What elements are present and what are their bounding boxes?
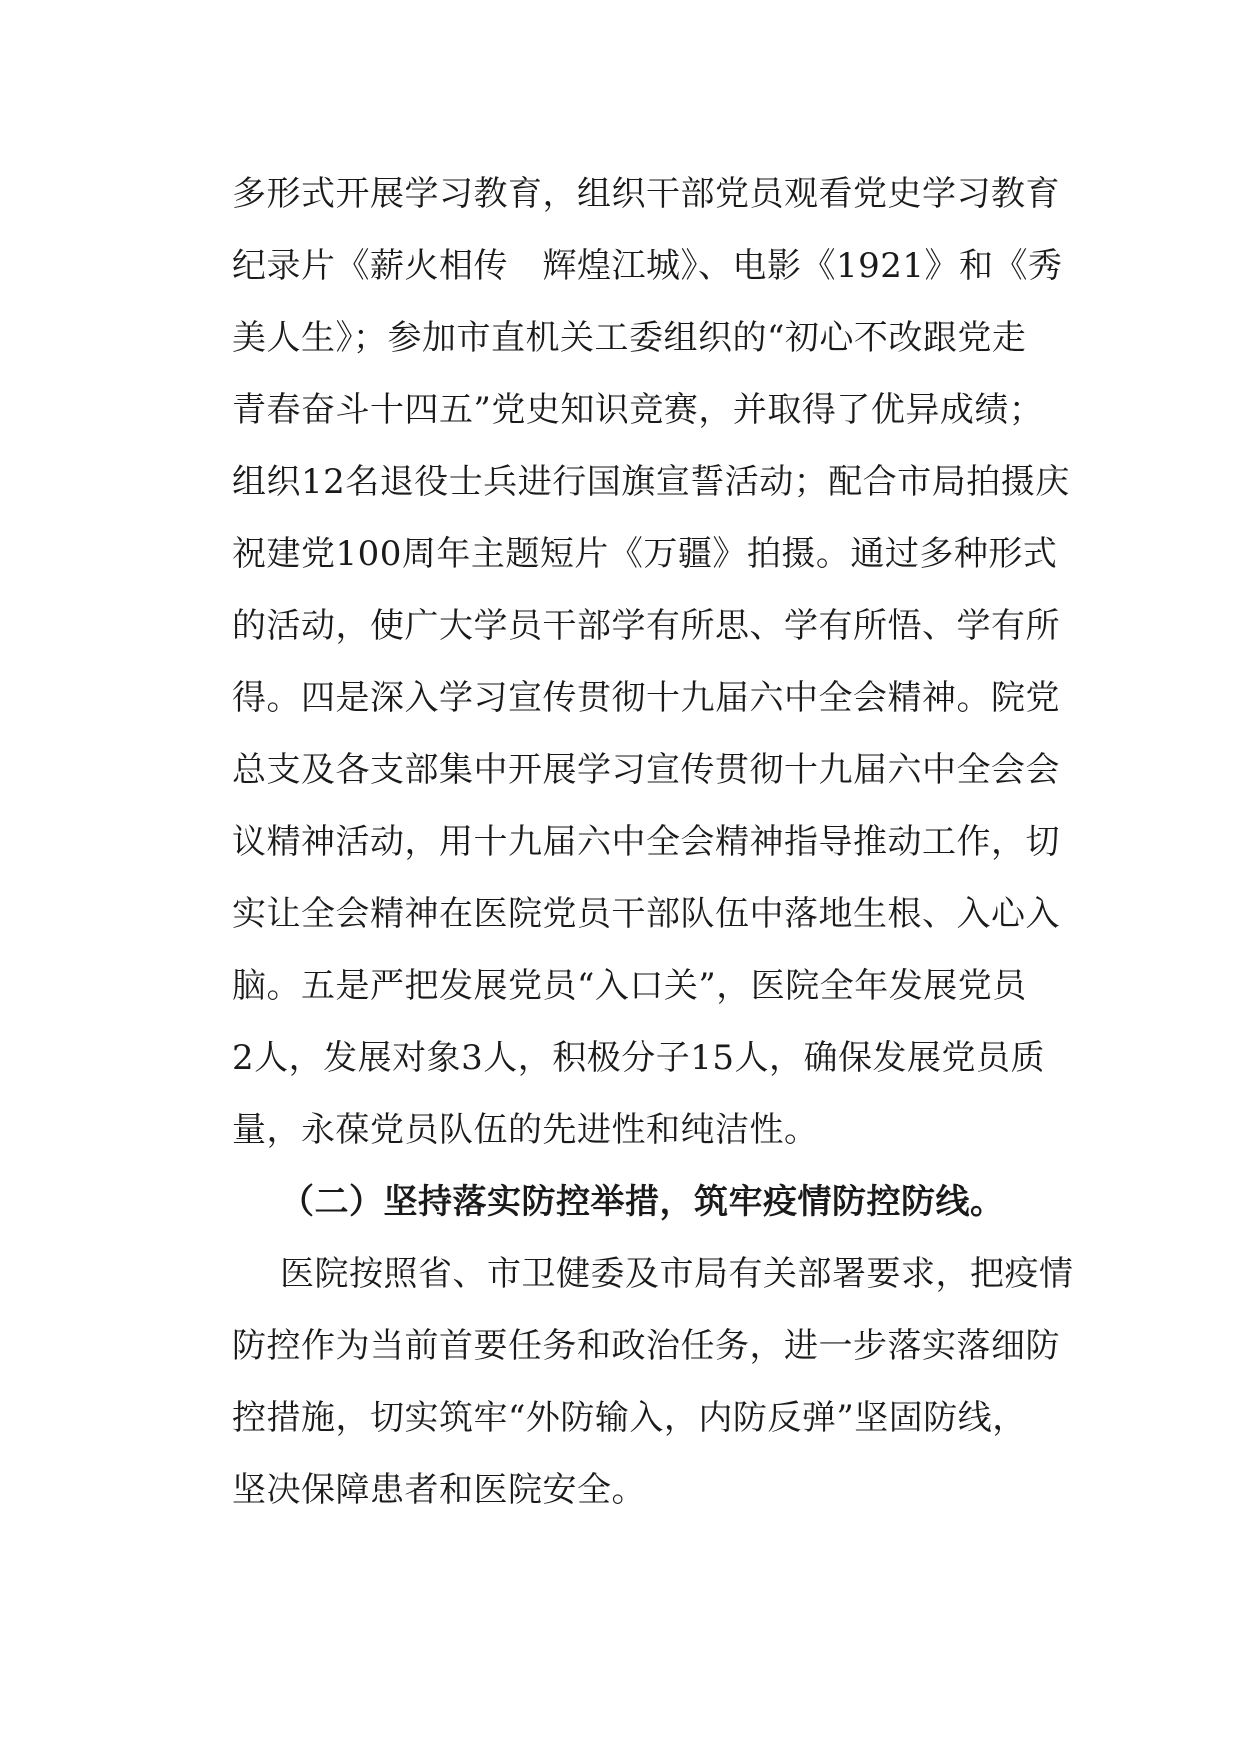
paragraph-line: 得。四是深入学习宣传贯彻十九届六中全会精神。院党: [232, 678, 1060, 718]
paragraph-line: 2人，发展对象3人，积极分子15人，确保发展党员质: [232, 1038, 1046, 1078]
paragraph-line: 议精神活动，用十九届六中全会精神指导推动工作，切: [232, 822, 1060, 862]
section-paragraph-line: 控措施，切实筑牢“外防输入，内防反弹”坚固防线，: [232, 1398, 1027, 1438]
paragraph-line: 脑。五是严把发展党员“入口关”，医院全年发展党员: [232, 966, 1027, 1006]
paragraph-line: 组织12名退役士兵进行国旗宣誓活动；配合市局拍摄庆: [232, 462, 1070, 502]
section-paragraph-line: 防控作为当前首要任务和政治任务，进一步落实落细防: [232, 1326, 1060, 1366]
paragraph-line: 纪录片《薪火相传 辉煌江城》、电影《1921》和《秀: [232, 246, 1063, 286]
document-body: [232, 158, 1074, 1526]
paragraph-line: 祝建党100周年主题短片《万疆》拍摄。通过多种形式: [232, 534, 1058, 574]
paragraph-line: 美人生》；参加市直机关工委组织的“初心不改跟党走: [232, 318, 1027, 358]
paragraph-line: 多形式开展学习教育，组织干部党员观看党史学习教育: [232, 174, 1060, 214]
paragraph-line: 实让全会精神在医院党员干部队伍中落地生根、入心入: [232, 894, 1060, 934]
paragraph-line: 总支及各支部集中开展学习宣传贯彻十九届六中全会会: [232, 750, 1060, 790]
paragraph-line: 量，永葆党员队伍的先进性和纯洁性。: [232, 1110, 819, 1150]
paragraph-line: 青春奋斗十四五”党史知识竞赛，并取得了优异成绩；: [232, 390, 1044, 430]
section-paragraph-line: 坚决保障患者和医院安全。: [232, 1470, 646, 1510]
section-heading: （二）坚持落实防控举措，筑牢疫情防控防线。: [280, 1182, 1005, 1222]
paragraph-line: 的活动，使广大学员干部学有所思、学有所悟、学有所: [232, 606, 1060, 646]
section-paragraph-line: 医院按照省、市卫健委及市局有关部署要求，把疫情: [280, 1254, 1074, 1294]
